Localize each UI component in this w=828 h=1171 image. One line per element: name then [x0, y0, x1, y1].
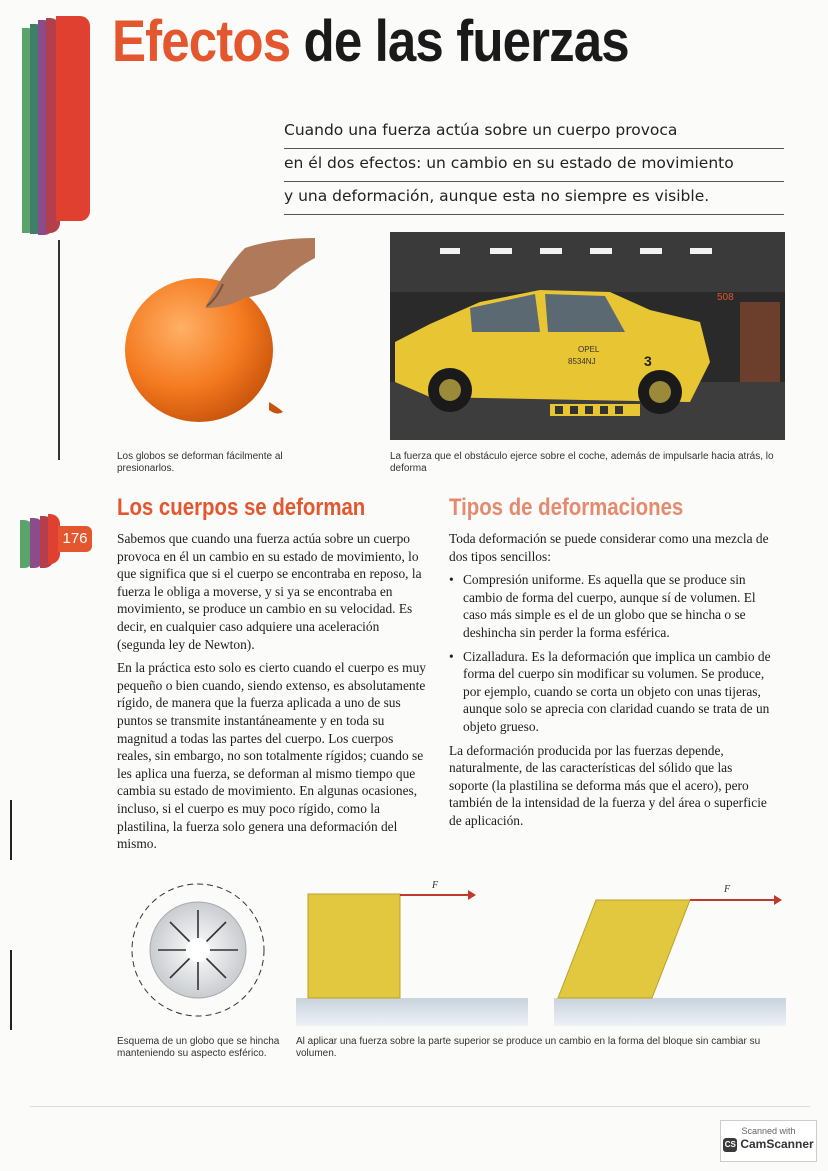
shear-caption: Al aplicar una fuerza sobre la parte superior se produce un cambio en la forma del bloque sin cambiar su volumen. — [296, 1036, 761, 1059]
camscanner-icon: CS — [723, 1138, 737, 1152]
page-number: 176 — [58, 526, 92, 552]
bullet-dot: • — [449, 648, 454, 664]
bullet-term: Compresión uniforme. — [463, 572, 585, 588]
scanner-line2 — [721, 1137, 816, 1152]
scanner-brand: CamScanner — [740, 1137, 814, 1151]
bullet-term: Cizalladura. — [463, 648, 529, 664]
page-title-rest: de las fuerzas — [303, 9, 629, 74]
bullet-dot: • — [449, 572, 454, 588]
wall-label: 508 — [717, 292, 734, 303]
scanner-line1: Scanned with — [741, 1126, 796, 1136]
page-title — [112, 8, 629, 75]
bullet-text: Es la deformación que implica un cambio de forma del cuerpo sin modificar su volumen. Se produce, por ejemplo, cuando se corta un objeto con unas tijeras, aunque solo se aprecia con claridad cuando se trata de un objeto grueso. — [463, 648, 771, 734]
car-caption: La fuerza que el obstáculo ejerce sobre el coche, además de impulsarle hacia atrás, lo deforma — [390, 451, 774, 474]
paragraph: Sabemos que cuando una fuerza actúa sobre un cuerpo provoca en él un cambio en su estado de movimiento, lo que significa que si el cuerpo se encontraba en reposo, la fuerza le obliga a moverse, y si ya se encontraba en movimiento, se produce un cambio en su velocidad. Es decir, en cualquier caso adquiere una aceleración (segunda ley de Newton). — [117, 531, 422, 652]
bullet-compresion — [449, 571, 771, 641]
page-title-accent: Efectos — [112, 9, 291, 74]
paragraph: Toda deformación se puede considerar como una mezcla de dos tipos sencillos: — [449, 531, 769, 564]
right-column-text — [449, 530, 771, 836]
paragraph: La deformación producida por las fuerzas depende, naturalmente, de las características del sólido que las soporte (la plastilina se deforma más que el acero), pero también de la intensidad de la fuerza y del área o superficie de aplicación. — [449, 742, 767, 828]
sphere-diagram — [128, 880, 268, 1020]
intro-line: en él dos efectos: un cambio en su estado de movimiento — [284, 149, 784, 182]
paragraph: En la práctica esto solo es cierto cuando el cuerpo es muy pequeño o bien cuando, siendo extenso, es absolutamente rígido, de manera que la fuerza aplicada a uno de sus puntos se transmite instantáneamente y en toda su magnitud a todas las partes del cuerpo. Los cuerpos reales, sin embargo, no son totalmente rígidos; cuando se les aplica una fuerza, se deforman al mismo tiempo que cambia su estado de movimiento. En algunas ocasiones, incluso, si el cuerpo es muy poco rígido, como la plastilina, la fuerza solo genera una deformación del mismo. — [117, 660, 426, 852]
intro-text — [284, 116, 784, 215]
sphere-caption: Esquema de un globo que se hincha manteniendo su aspecto esférico. — [117, 1036, 280, 1059]
left-column-text — [117, 530, 429, 859]
intro-line: Cuando una fuerza actúa sobre un cuerpo provoca — [284, 116, 784, 149]
heading-cuerpos-deforman: Los cuerpos se deforman — [117, 494, 366, 521]
car-plate: 8534NJ — [568, 357, 596, 366]
scanner-watermark — [720, 1120, 817, 1162]
force-label: F — [432, 880, 439, 891]
shear-diagram — [296, 878, 786, 1030]
bullet-cizalladura — [449, 648, 771, 736]
car-crash-image — [390, 232, 785, 440]
page-bottom-rule — [30, 1106, 810, 1107]
car-label: OPEL — [578, 345, 600, 354]
balloon-caption: Los globos se deforman fácilmente al presionarlos. — [117, 451, 283, 474]
intro-line: y una deformación, aunque esta no siempre es visible. — [284, 182, 784, 215]
bullet-text: Es aquella que se produce sin cambio de forma del cuerpo, aunque sí de volumen. El caso más simple es el de un globo que se hincha o se deshincha sin perder la forma esférica. — [463, 572, 756, 640]
car-number: 3 — [644, 353, 652, 369]
heading-tipos-deformaciones: Tipos de deformaciones — [449, 494, 684, 521]
balloon-image — [115, 232, 315, 447]
force-label: F — [724, 884, 731, 895]
